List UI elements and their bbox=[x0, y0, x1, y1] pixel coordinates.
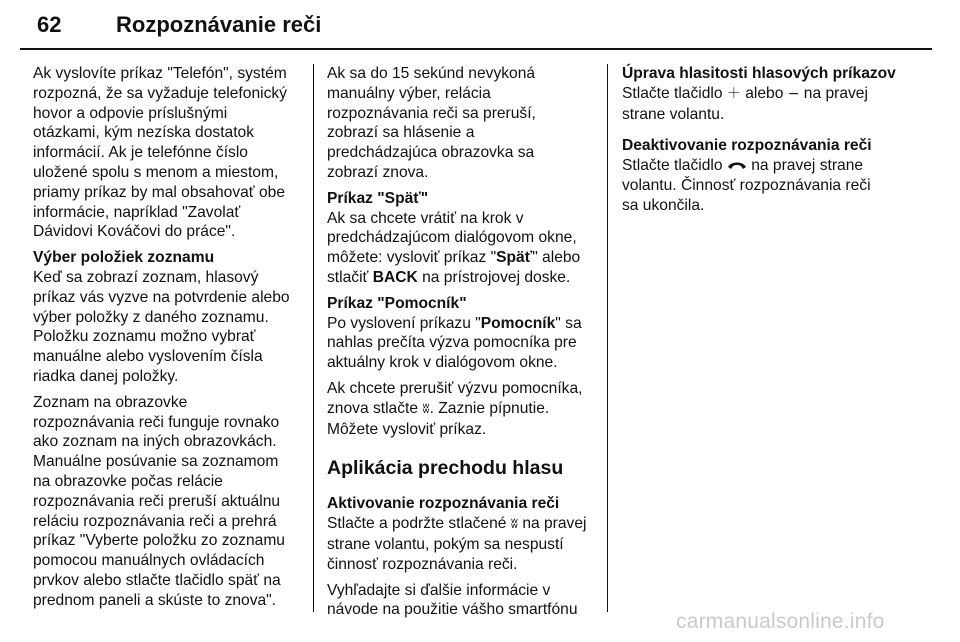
voice-button-icon: ʬ bbox=[422, 400, 430, 417]
page-header bbox=[20, 6, 932, 46]
paragraph: Ak sa do 15 sekúnd nevykoná manuálny výber, relácia rozpoznávania reči sa preruší, zobrazí sa hlásenie a predchádzajúca obrazovka sa zobrazí znova. bbox=[327, 65, 536, 181]
subheading: Deaktivovanie rozpoznávania reči bbox=[622, 137, 872, 155]
page-number: 62 bbox=[37, 12, 62, 37]
subheading: Výber položiek zoznamu bbox=[33, 249, 215, 267]
paragraph: Stlačte tlačidlo ＋ alebo − na pravej strane volantu. bbox=[622, 84, 868, 123]
minus-icon: − bbox=[787, 85, 800, 102]
paragraph: Ak chcete prerušiť výzvu pomocníka, znova stlačte ʬ. Zaznie pípnutie. Môžete vysloviť príkaz. bbox=[327, 379, 583, 438]
paragraph: Ak sa chcete vrátiť na krok v predchádzajúcom dialógovom okne, môžete: vysloviť príkaz "Späť" alebo stlačiť BACK na prístrojovej doske. bbox=[327, 209, 581, 286]
header-rule bbox=[20, 48, 932, 50]
watermark: carmanualsonline.info bbox=[676, 610, 885, 633]
paragraph: Stlačte tlačidlo na pravej strane volantu. Činnosť rozpoznávania reči sa ukončila. bbox=[622, 157, 871, 214]
paragraph: Ak vyslovíte príkaz "Telefón", systém rozpozná, že sa vyžaduje telefonický hovor a odpovie príslušnými otázkami, kým nezíska dostatok informácií. Ak je telefónne číslo uložené spolu s menom a miestom, priamy príkaz by mal obsahovať obe informácie, napríklad "Zavolať Dávidovi Kováčovi do práce". bbox=[33, 65, 287, 241]
subheading: Úprava hlasitosti hlasových príkazov bbox=[622, 65, 896, 82]
column-1 bbox=[33, 64, 303, 611]
subheading: Príkaz "Pomocník" bbox=[327, 294, 467, 312]
paragraph: Stlačte a podržte stlačené ʬ na pravej strane volantu, pokým sa nespustí činnosť rozpoznávania reči. bbox=[327, 515, 587, 573]
section-heading: Aplikácia prechodu hlasu bbox=[327, 457, 564, 480]
column-divider bbox=[607, 64, 608, 612]
paragraph: Zoznam na obrazovke rozpoznávania reči funguje rovnako ako zoznam na iných obrazovkách. Manuálne posúvanie sa zoznamom na obrazovke počas relácie rozpoznávania reči preruší aktuálnu reláciu rozpoznávania reči a prehrá príkaz "Vyberte položku zo zoznamu pomocou manuálnych ovládacích prvkov alebo stlačte tlačidlo späť na prednom paneli a skúste to znova". bbox=[33, 393, 285, 609]
column-divider bbox=[313, 64, 314, 612]
voice-button-icon: ʬ bbox=[510, 516, 518, 533]
paragraph: Po vyslovení príkazu "Pomocník" sa nahlas prečíta výzva pomocníka pre aktuálny krok v dialógovom okne. bbox=[327, 314, 582, 372]
column-3 bbox=[622, 64, 922, 216]
column-2 bbox=[327, 64, 597, 620]
subheading: Aktivovanie rozpoznávania reči bbox=[327, 495, 560, 513]
phone-hangup-icon bbox=[727, 157, 747, 174]
plus-icon: ＋ bbox=[726, 85, 741, 102]
paragraph: Vyhľadajte si ďalšie informácie v návode na použitie vášho smartfónu bbox=[327, 581, 578, 619]
subheading: Príkaz "Späť" bbox=[327, 189, 429, 207]
page-title: Rozpoznávanie reči bbox=[116, 12, 322, 37]
paragraph: Keď sa zobrazí zoznam, hlasový príkaz vás vyzve na potvrdenie alebo výber položky z daného zoznamu. Položku zoznamu možno vybrať manuálne alebo vyslovením čísla riadka danej položky. bbox=[33, 268, 290, 385]
